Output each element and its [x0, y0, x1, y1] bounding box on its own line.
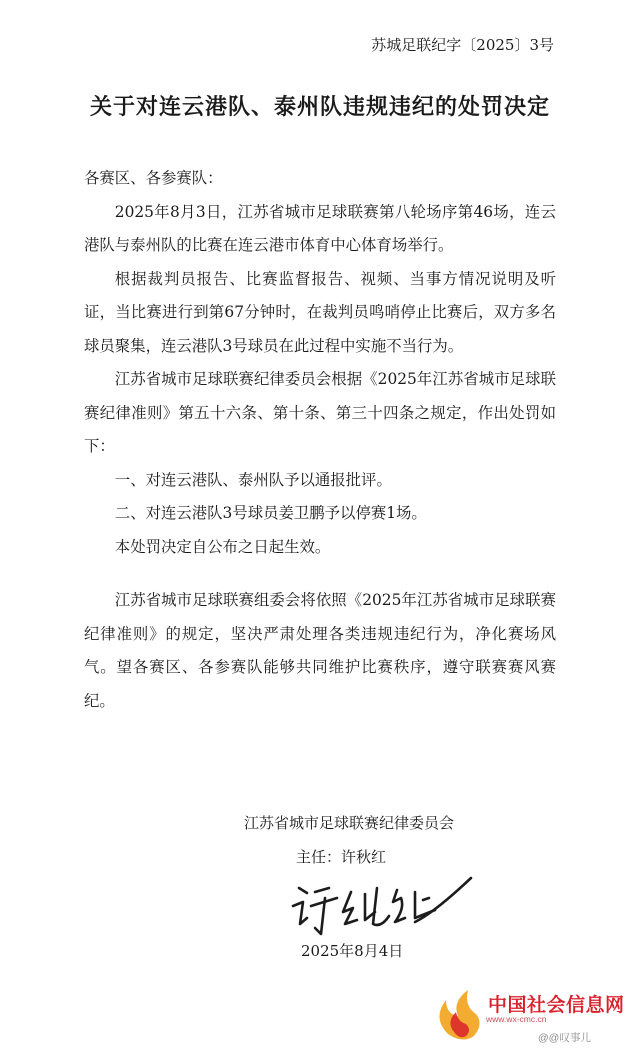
salutation: 各赛区、各参赛队：: [84, 169, 223, 187]
paragraph-ruling-basis: 江苏省城市足球联赛纪律委员会根据《2025年江苏省城市足球联赛纪律准则》第五十六条、第十条、第三十四条之规定，作出处罚如下：: [84, 370, 556, 455]
watermark-site-name: 中国社会信息网: [488, 995, 625, 1016]
effective-statement: 本处罚决定自公布之日起生效。: [114, 537, 331, 556]
issue-date: 2025年8月4日: [301, 942, 404, 960]
penalty-item-1: 一、对连云港队、泰州队予以通报批评。: [114, 470, 392, 489]
watermark-credit: @@叹事儿: [538, 1032, 591, 1044]
watermark-url: www.wx-cmc.cn: [486, 1014, 547, 1024]
handwritten-signature: [285, 862, 475, 942]
director-line: 主任：许秋红: [296, 848, 387, 866]
document-number: 苏城足联纪字〔2025〕3号: [371, 36, 554, 54]
document-body: [84, 162, 556, 718]
paragraph-closing: 江苏省城市足球联赛组委会将依照《2025年江苏省城市足球联赛纪律准则》的规定，坚决严肃处理各类违规违纪行为，净化赛场风气。望各赛区、各参赛队能够共同维护比赛秩序，遵守联赛赛风赛纪。: [84, 591, 556, 710]
issuing-committee: 江苏省城市足球联赛纪律委员会: [244, 814, 455, 832]
paragraph-incident: 根据裁判员报告、比赛监督报告、视频、当事方情况说明及听证，当比赛进行到第67分钟时，在裁判员鸣哨停止比赛后，双方多名球员聚集，连云港队3号球员在此过程中实施不当行为。: [84, 269, 556, 355]
document-title: 关于对连云港队、泰州队违规违纪的处罚决定: [89, 94, 550, 120]
penalty-item-2: 二、对连云港队3号球员姜卫鹏予以停赛1场。: [114, 504, 427, 522]
paragraph-match-info: 2025年8月3日，江苏省城市足球联赛第八轮场序第46场，连云港队与泰州队的比赛在连云港市体育中心体育场举行。: [84, 202, 556, 254]
